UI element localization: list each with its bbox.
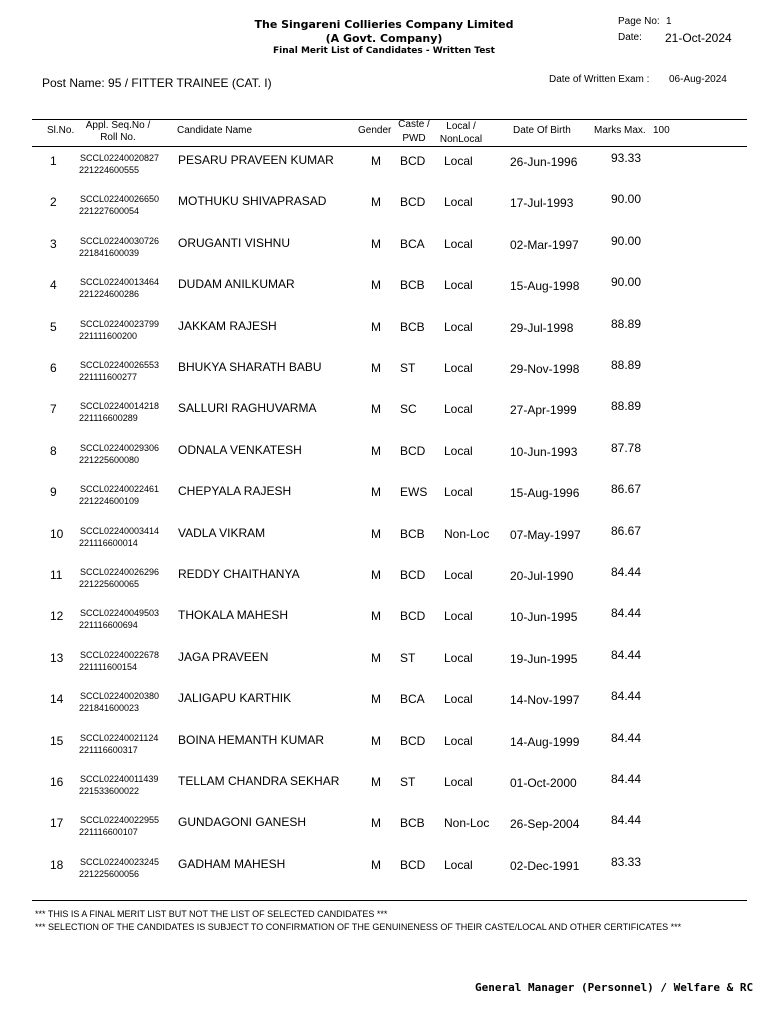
row-appl-seq: SCCL02240011439 xyxy=(80,774,159,784)
row-caste: BCD xyxy=(400,154,426,168)
row-dob: 14-Aug-1999 xyxy=(510,735,580,749)
row-caste: BCA xyxy=(400,692,425,706)
row-caste: BCD xyxy=(400,858,426,872)
row-appl-seq: SCCL02240026650 xyxy=(80,194,160,204)
row-gender: M xyxy=(371,651,381,665)
row-marks: 88.89 xyxy=(611,317,642,331)
row-slno: 4 xyxy=(50,278,57,292)
row-dob: 20-Jul-1990 xyxy=(510,569,574,583)
row-marks: 83.33 xyxy=(611,855,642,869)
row-caste: BCD xyxy=(400,195,426,209)
date-value: 21-Oct-2024 xyxy=(665,31,732,45)
row-local: Local xyxy=(444,609,473,623)
row-dob: 29-Jul-1998 xyxy=(510,321,574,335)
organization-name: The Singareni Collieries Company Limited xyxy=(254,18,514,31)
row-local: Local xyxy=(444,320,473,334)
row-candidate-name: MOTHUKU SHIVAPRASAD xyxy=(178,194,327,208)
row-gender: M xyxy=(371,402,381,416)
row-slno: 16 xyxy=(50,775,64,789)
row-appl-seq: SCCL02240026296 xyxy=(80,567,160,577)
row-marks: 88.89 xyxy=(611,358,642,372)
row-appl-seq: SCCL02240026553 xyxy=(80,360,160,370)
header-candidate-name: Candidate Name xyxy=(177,125,253,136)
row-local: Local xyxy=(444,775,473,789)
header-max-marks: 100 xyxy=(653,125,670,136)
date-label: Date: xyxy=(618,32,642,43)
row-slno: 14 xyxy=(50,692,64,706)
table-header-rule xyxy=(32,146,747,147)
row-gender: M xyxy=(371,485,381,499)
row-candidate-name: DUDAM ANILKUMAR xyxy=(178,277,295,291)
row-marks: 84.44 xyxy=(611,813,642,827)
row-roll-no: 221111600154 xyxy=(79,662,138,672)
row-roll-no: 221224600555 xyxy=(79,165,140,175)
row-gender: M xyxy=(371,237,381,251)
row-roll-no: 221225600065 xyxy=(79,579,140,589)
row-dob: 07-May-1997 xyxy=(510,528,581,542)
row-marks: 90.00 xyxy=(611,234,642,248)
row-local: Local xyxy=(444,361,473,375)
row-gender: M xyxy=(371,320,381,334)
row-appl-seq: SCCL02240023245 xyxy=(80,857,160,867)
row-caste: BCB xyxy=(400,527,425,541)
row-caste: BCB xyxy=(400,278,425,292)
row-local: Local xyxy=(444,568,473,582)
row-local: Local xyxy=(444,237,473,251)
row-caste: ST xyxy=(400,361,416,375)
row-dob: 15-Aug-1996 xyxy=(510,486,580,500)
row-slno: 9 xyxy=(50,485,57,499)
row-slno: 10 xyxy=(50,527,64,541)
row-slno: 2 xyxy=(50,195,57,209)
header-slno: Sl.No. xyxy=(47,125,75,136)
row-local: Local xyxy=(444,734,473,748)
header-appl-seq xyxy=(75,120,161,144)
row-candidate-name: JALIGAPU KARTHIK xyxy=(178,691,292,705)
row-marks: 90.00 xyxy=(611,275,642,289)
row-caste: ST xyxy=(400,651,416,665)
row-gender: M xyxy=(371,775,381,789)
row-appl-seq: SCCL02240021124 xyxy=(80,733,159,743)
page-number-label: Page No: xyxy=(618,16,660,27)
row-marks: 84.44 xyxy=(611,731,642,745)
row-marks: 84.44 xyxy=(611,648,642,662)
row-candidate-name: ORUGANTI VISHNU xyxy=(178,236,291,250)
row-roll-no: 221116600014 xyxy=(79,538,138,548)
table-bottom-rule xyxy=(32,900,747,901)
row-slno: 11 xyxy=(50,568,63,582)
exam-date-label: Date of Written Exam : xyxy=(549,74,650,85)
row-dob: 17-Jul-1993 xyxy=(510,196,574,210)
row-local: Local xyxy=(444,444,473,458)
row-dob: 10-Jun-1993 xyxy=(510,445,578,459)
row-local: Local xyxy=(444,651,473,665)
row-local: Local xyxy=(444,154,473,168)
row-gender: M xyxy=(371,195,381,209)
row-candidate-name: JAKKAM RAJESH xyxy=(178,319,277,333)
row-appl-seq: SCCL02240022461 xyxy=(80,484,160,494)
row-dob: 26-Jun-1996 xyxy=(510,155,578,169)
row-gender: M xyxy=(371,734,381,748)
row-roll-no: 221111600200 xyxy=(79,331,138,341)
header-caste-line1: Caste / xyxy=(398,119,430,130)
row-marks: 87.78 xyxy=(611,441,642,455)
row-gender: M xyxy=(371,278,381,292)
row-appl-seq: SCCL02240003414 xyxy=(80,526,160,536)
exam-date-value: 06-Aug-2024 xyxy=(669,74,727,85)
row-caste: BCD xyxy=(400,444,426,458)
row-candidate-name: TELLAM CHANDRA SEKHAR xyxy=(178,774,340,788)
row-marks: 86.67 xyxy=(611,524,642,538)
row-marks: 86.67 xyxy=(611,482,642,496)
row-gender: M xyxy=(371,816,381,830)
row-local: Local xyxy=(444,692,473,706)
row-roll-no: 221841600039 xyxy=(79,248,140,258)
row-candidate-name: REDDY CHAITHANYA xyxy=(178,567,300,581)
footer-note-selection: *** SELECTION OF THE CANDIDATES IS SUBJECT TO CONFIRMATION OF THE GENUINENESS OF THEIR CASTE/LOCAL AND OTHER CERTIFICATES *** xyxy=(35,922,682,932)
row-candidate-name: BOINA HEMANTH KUMAR xyxy=(178,733,325,747)
header-dob: Date Of Birth xyxy=(513,125,571,136)
header-appl-seq-line2: Roll No. xyxy=(100,132,136,143)
row-candidate-name: THOKALA MAHESH xyxy=(178,608,289,622)
row-caste: BCA xyxy=(400,237,425,251)
row-gender: M xyxy=(371,361,381,375)
signature-designation: General Manager (Personnel) / Welfare & RC xyxy=(475,981,754,994)
header-caste-line2: PWD xyxy=(402,133,426,144)
row-slno: 7 xyxy=(50,402,57,416)
row-local: Non-Loc xyxy=(444,816,490,830)
row-roll-no: 221111600277 xyxy=(79,372,138,382)
row-marks: 88.89 xyxy=(611,399,642,413)
row-candidate-name: GADHAM MAHESH xyxy=(178,857,286,871)
row-gender: M xyxy=(371,527,381,541)
row-slno: 13 xyxy=(50,651,64,665)
row-slno: 12 xyxy=(50,609,64,623)
row-dob: 26-Sep-2004 xyxy=(510,817,580,831)
row-candidate-name: GUNDAGONI GANESH xyxy=(178,815,307,829)
row-marks: 93.33 xyxy=(611,151,642,165)
row-candidate-name: VADLA VIKRAM xyxy=(178,526,266,540)
row-slno: 5 xyxy=(50,320,57,334)
row-dob: 15-Aug-1998 xyxy=(510,279,580,293)
row-dob: 14-Nov-1997 xyxy=(510,693,580,707)
header-gender: Gender xyxy=(358,125,392,136)
row-local: Local xyxy=(444,402,473,416)
row-gender: M xyxy=(371,444,381,458)
row-roll-no: 221116600694 xyxy=(79,620,138,630)
row-caste: EWS xyxy=(400,485,428,499)
header-local xyxy=(436,121,486,146)
row-local: Local xyxy=(444,485,473,499)
header-local-line1: Local / xyxy=(446,121,476,132)
row-roll-no: 221116600107 xyxy=(79,827,138,837)
row-slno: 1 xyxy=(50,154,57,168)
header-marks: Marks Max. xyxy=(594,125,646,136)
row-candidate-name: PESARU PRAVEEN KUMAR xyxy=(178,153,334,167)
row-appl-seq: SCCL02240049503 xyxy=(80,608,160,618)
row-slno: 8 xyxy=(50,444,57,458)
row-candidate-name: SALLURI RAGHUVARMA xyxy=(178,401,317,415)
row-marks: 84.44 xyxy=(611,772,642,786)
row-dob: 10-Jun-1995 xyxy=(510,610,578,624)
row-caste: BCD xyxy=(400,734,426,748)
row-slno: 18 xyxy=(50,858,64,872)
row-marks: 84.44 xyxy=(611,606,642,620)
row-dob: 27-Apr-1999 xyxy=(510,403,577,417)
row-slno: 17 xyxy=(50,816,64,830)
page-number-value: 1 xyxy=(666,16,672,27)
row-appl-seq: SCCL02240030726 xyxy=(80,236,160,246)
row-gender: M xyxy=(371,154,381,168)
row-caste: BCD xyxy=(400,568,426,582)
row-slno: 6 xyxy=(50,361,57,375)
row-roll-no: 221227600054 xyxy=(79,206,140,216)
row-roll-no: 221224600286 xyxy=(79,289,140,299)
header-caste xyxy=(394,119,434,145)
row-appl-seq: SCCL02240029306 xyxy=(80,443,160,453)
row-appl-seq: SCCL02240014218 xyxy=(80,401,160,411)
document-title: Final Merit List of Candidates - Written Test xyxy=(273,46,495,56)
row-local: Local xyxy=(444,278,473,292)
row-marks: 84.44 xyxy=(611,565,642,579)
row-caste: BCB xyxy=(400,320,425,334)
row-appl-seq: SCCL02240023799 xyxy=(80,319,160,329)
row-marks: 84.44 xyxy=(611,689,642,703)
row-appl-seq: SCCL02240020380 xyxy=(80,691,160,701)
post-name: Post Name: 95 / FITTER TRAINEE (CAT. I) xyxy=(42,76,272,90)
row-candidate-name: JAGA PRAVEEN xyxy=(178,650,269,664)
row-roll-no: 221224600109 xyxy=(79,496,140,506)
row-slno: 15 xyxy=(50,734,64,748)
row-dob: 02-Mar-1997 xyxy=(510,238,579,252)
row-roll-no: 221841600023 xyxy=(79,703,140,713)
row-roll-no: 221116600317 xyxy=(79,745,138,755)
row-local: Local xyxy=(444,195,473,209)
header-appl-seq-line1: Appl. Seq.No / xyxy=(85,120,151,131)
row-dob: 19-Jun-1995 xyxy=(510,652,578,666)
footer-note-final-list: *** THIS IS A FINAL MERIT LIST BUT NOT THE LIST OF SELECTED CANDIDATES *** xyxy=(35,909,388,919)
row-dob: 01-Oct-2000 xyxy=(510,776,577,790)
row-candidate-name: ODNALA VENKATESH xyxy=(178,443,302,457)
row-gender: M xyxy=(371,568,381,582)
row-roll-no: 221533600022 xyxy=(79,786,140,796)
header-local-line2: NonLocal xyxy=(439,134,483,145)
row-local: Non-Loc xyxy=(444,527,490,541)
row-roll-no: 221225600056 xyxy=(79,869,140,879)
row-candidate-name: BHUKYA SHARATH BABU xyxy=(178,360,322,374)
row-dob: 02-Dec-1991 xyxy=(510,859,580,873)
row-appl-seq: SCCL02240022678 xyxy=(80,650,160,660)
row-appl-seq: SCCL02240020827 xyxy=(80,153,160,163)
row-roll-no: 221116600289 xyxy=(79,413,138,423)
row-appl-seq: SCCL02240022955 xyxy=(80,815,160,825)
row-appl-seq: SCCL02240013464 xyxy=(80,277,160,287)
row-caste: BCD xyxy=(400,609,426,623)
row-caste: ST xyxy=(400,775,416,789)
row-gender: M xyxy=(371,692,381,706)
row-local: Local xyxy=(444,858,473,872)
organization-subtitle: (A Govt. Company) xyxy=(325,32,443,45)
row-caste: SC xyxy=(400,402,417,416)
row-slno: 3 xyxy=(50,237,57,251)
row-dob: 29-Nov-1998 xyxy=(510,362,580,376)
row-roll-no: 221225600080 xyxy=(79,455,140,465)
row-marks: 90.00 xyxy=(611,192,642,206)
row-candidate-name: CHEPYALA RAJESH xyxy=(178,484,292,498)
row-gender: M xyxy=(371,858,381,872)
row-caste: BCB xyxy=(400,816,425,830)
row-gender: M xyxy=(371,609,381,623)
